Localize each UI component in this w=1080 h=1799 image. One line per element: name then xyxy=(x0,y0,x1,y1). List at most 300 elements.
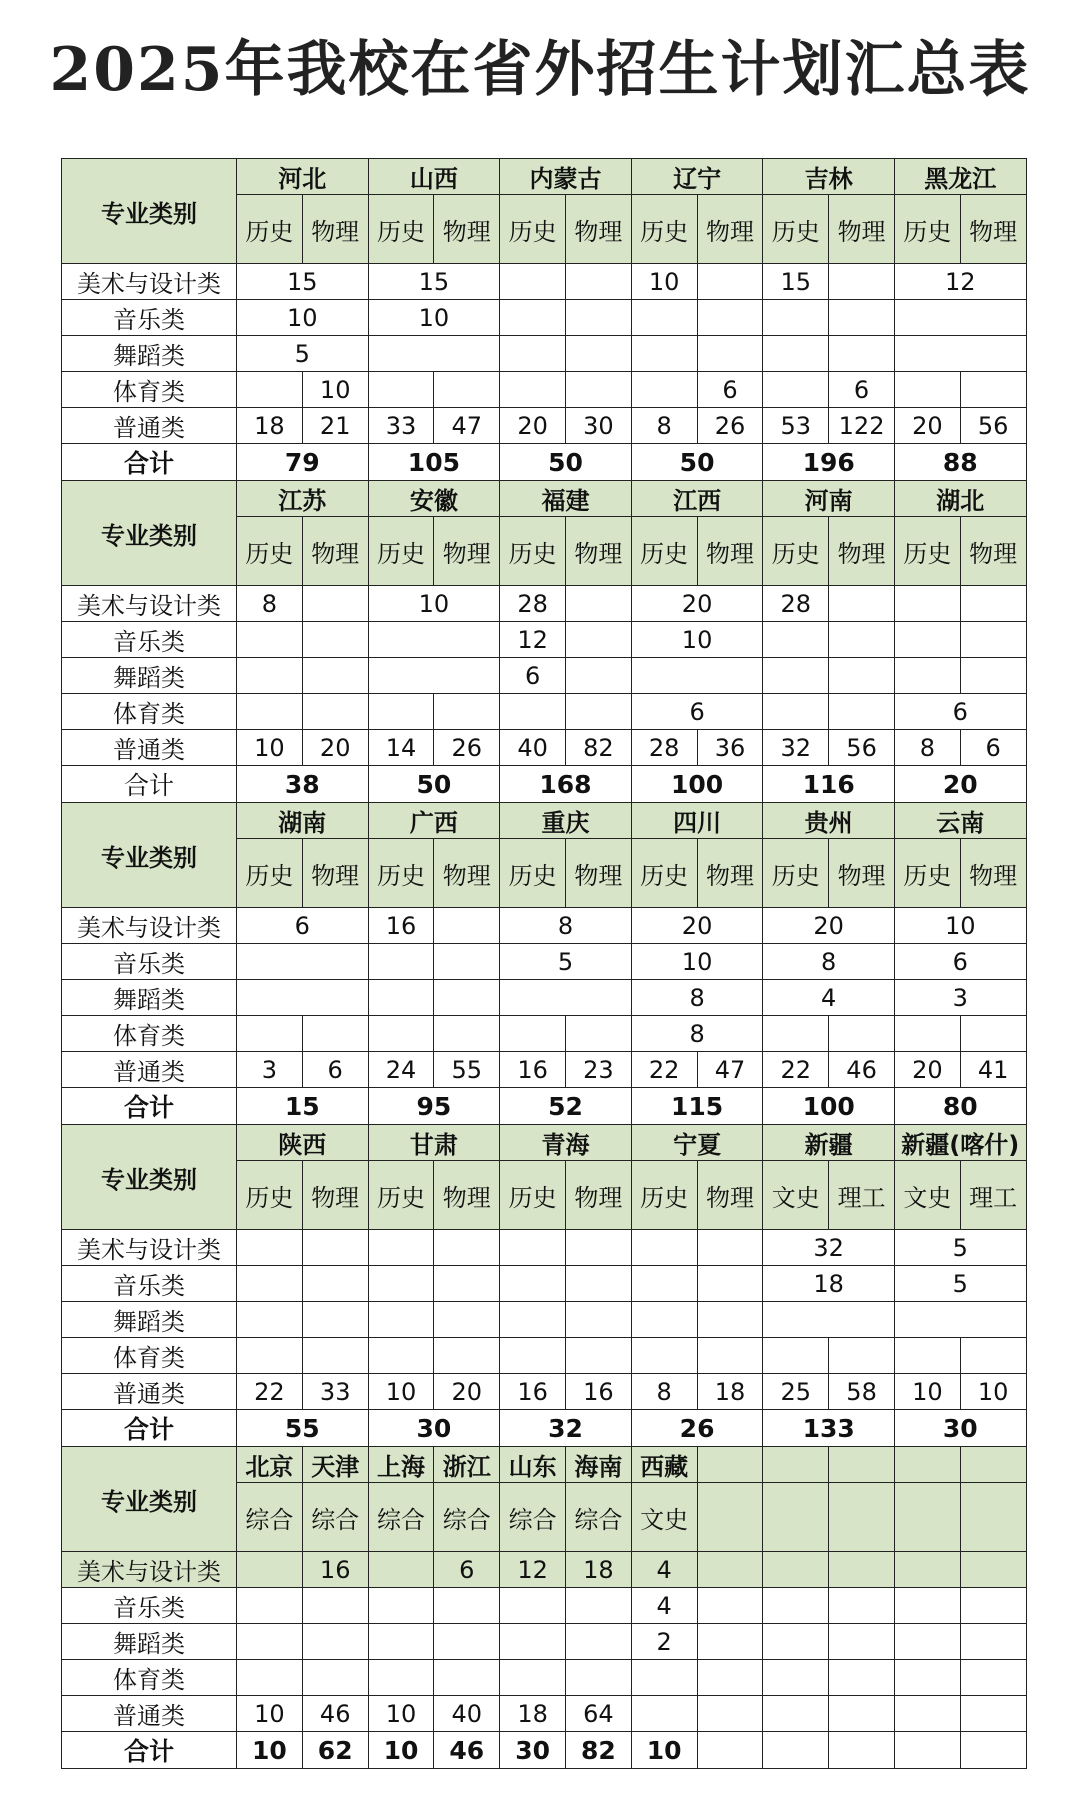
category-label: 体育类 xyxy=(62,1660,237,1696)
plan-value: 40 xyxy=(500,730,566,766)
plan-value xyxy=(697,1338,763,1374)
subject-label: 物理 xyxy=(960,195,1026,264)
category-header: 专业类别 xyxy=(62,803,237,908)
province-name: 河南 xyxy=(763,481,895,517)
subject-label: 历史 xyxy=(631,195,697,264)
plan-value xyxy=(894,1338,960,1374)
plan-value xyxy=(565,622,631,658)
plan-value xyxy=(829,586,895,622)
plan-value xyxy=(368,1624,434,1660)
plan-value xyxy=(302,1230,368,1266)
province-name: 广西 xyxy=(368,803,500,839)
total-value: 88 xyxy=(894,444,1026,481)
plan-value: 82 xyxy=(565,730,631,766)
plan-value xyxy=(894,586,960,622)
plan-value: 20 xyxy=(302,730,368,766)
plan-value: 14 xyxy=(368,730,434,766)
plan-value: 10 xyxy=(302,372,368,408)
province-name: 西藏 xyxy=(631,1447,697,1483)
subject-label: 历史 xyxy=(631,839,697,908)
empty-cell xyxy=(960,1588,1026,1624)
plan-value xyxy=(368,658,500,694)
plan-value xyxy=(500,980,632,1016)
subject-label: 历史 xyxy=(763,517,829,586)
subject-label: 理工 xyxy=(829,1161,895,1230)
empty-cell xyxy=(697,1552,763,1588)
plan-value xyxy=(434,1302,500,1338)
subject-label: 综合 xyxy=(500,1483,566,1552)
subject-label: 文史 xyxy=(631,1483,697,1552)
province-name: 青海 xyxy=(500,1125,632,1161)
plan-value: 8 xyxy=(894,730,960,766)
plan-value xyxy=(631,1660,697,1696)
category-label: 美术与设计类 xyxy=(62,1552,237,1588)
category-row xyxy=(62,694,1027,730)
province-name: 上海 xyxy=(368,1447,434,1483)
plan-value xyxy=(434,1660,500,1696)
category-label: 美术与设计类 xyxy=(62,264,237,300)
plan-value: 10 xyxy=(894,908,1026,944)
empty-header-cell xyxy=(829,1447,895,1483)
plan-value xyxy=(500,264,566,300)
plan-value: 10 xyxy=(368,1696,434,1732)
province-name: 四川 xyxy=(631,803,763,839)
province-name: 新疆 xyxy=(763,1125,895,1161)
plan-value xyxy=(829,1338,895,1374)
plan-value xyxy=(565,1624,631,1660)
empty-header-cell xyxy=(829,1483,895,1552)
province-name: 湖北 xyxy=(894,481,1026,517)
subject-label: 物理 xyxy=(302,1161,368,1230)
plan-value xyxy=(763,658,829,694)
subject-label: 物理 xyxy=(565,839,631,908)
plan-value: 8 xyxy=(631,1374,697,1410)
plan-value xyxy=(302,1338,368,1374)
plan-value xyxy=(565,336,631,372)
plan-value xyxy=(237,622,303,658)
plan-value: 10 xyxy=(368,1374,434,1410)
plan-value: 18 xyxy=(237,408,303,444)
plan-value: 20 xyxy=(894,1052,960,1088)
plan-value xyxy=(434,908,500,944)
total-value: 10 xyxy=(631,1732,697,1769)
plan-value xyxy=(894,336,1026,372)
category-header: 专业类别 xyxy=(62,481,237,586)
plan-value: 26 xyxy=(434,730,500,766)
subject-label: 物理 xyxy=(829,195,895,264)
plan-value: 8 xyxy=(500,908,632,944)
plan-value: 8 xyxy=(631,408,697,444)
province-name: 海南 xyxy=(565,1447,631,1483)
plan-value: 21 xyxy=(302,408,368,444)
province-name: 北京 xyxy=(237,1447,303,1483)
province-name: 山东 xyxy=(500,1447,566,1483)
plan-value xyxy=(302,694,368,730)
plan-value: 15 xyxy=(237,264,369,300)
category-row xyxy=(62,1696,1027,1732)
category-row xyxy=(62,980,1027,1016)
plan-value xyxy=(697,336,763,372)
plan-value xyxy=(302,1016,368,1052)
plan-value xyxy=(565,372,631,408)
category-label: 体育类 xyxy=(62,694,237,730)
empty-cell xyxy=(763,1732,829,1769)
plan-value xyxy=(763,694,829,730)
plan-value: 12 xyxy=(894,264,1026,300)
plan-value xyxy=(829,336,895,372)
subject-label: 历史 xyxy=(500,839,566,908)
plan-value: 16 xyxy=(368,908,434,944)
total-value: 30 xyxy=(894,1410,1026,1447)
total-value: 32 xyxy=(500,1410,632,1447)
total-value: 10 xyxy=(237,1732,303,1769)
empty-cell xyxy=(829,1624,895,1660)
plan-value xyxy=(500,372,566,408)
empty-cell xyxy=(894,1696,960,1732)
plan-value xyxy=(434,1624,500,1660)
total-value: 116 xyxy=(763,766,895,803)
plan-value: 56 xyxy=(829,730,895,766)
plan-value xyxy=(368,944,434,980)
empty-header-cell xyxy=(697,1447,763,1483)
province-name: 湖南 xyxy=(237,803,369,839)
plan-value: 53 xyxy=(763,408,829,444)
category-label: 音乐类 xyxy=(62,1588,237,1624)
category-row xyxy=(62,336,1027,372)
plan-value xyxy=(894,1302,1026,1338)
total-value: 30 xyxy=(500,1732,566,1769)
empty-cell xyxy=(697,1588,763,1624)
plan-value: 18 xyxy=(565,1552,631,1588)
category-header: 专业类别 xyxy=(62,1447,237,1552)
subject-label: 物理 xyxy=(960,839,1026,908)
plan-value: 10 xyxy=(237,1696,303,1732)
plan-value xyxy=(631,1302,697,1338)
total-row xyxy=(62,1088,1027,1125)
category-row xyxy=(62,1624,1027,1660)
plan-value xyxy=(697,264,763,300)
plan-value: 10 xyxy=(631,944,763,980)
plan-value xyxy=(500,1624,566,1660)
plan-value: 24 xyxy=(368,1052,434,1088)
plan-value: 6 xyxy=(237,908,369,944)
category-header: 专业类别 xyxy=(62,159,237,264)
plan-value xyxy=(960,658,1026,694)
subject-label: 历史 xyxy=(894,517,960,586)
plan-value xyxy=(434,1016,500,1052)
province-name: 贵州 xyxy=(763,803,895,839)
subject-label: 历史 xyxy=(237,195,303,264)
plan-value: 3 xyxy=(894,980,1026,1016)
total-value: 95 xyxy=(368,1088,500,1125)
empty-cell xyxy=(960,1660,1026,1696)
category-row xyxy=(62,944,1027,980)
category-row xyxy=(62,1266,1027,1302)
category-label: 音乐类 xyxy=(62,1266,237,1302)
plan-value xyxy=(368,694,434,730)
total-value: 50 xyxy=(500,444,632,481)
plan-value xyxy=(829,622,895,658)
plan-value: 22 xyxy=(237,1374,303,1410)
plan-value xyxy=(631,1338,697,1374)
plan-value xyxy=(368,336,500,372)
subject-label: 物理 xyxy=(434,517,500,586)
plan-value xyxy=(960,586,1026,622)
plan-value xyxy=(829,658,895,694)
plan-value xyxy=(368,1266,434,1302)
total-value: 50 xyxy=(368,766,500,803)
province-name: 宁夏 xyxy=(631,1125,763,1161)
plan-value: 47 xyxy=(697,1052,763,1088)
plan-value xyxy=(368,1660,434,1696)
empty-cell xyxy=(894,1732,960,1769)
subject-label: 综合 xyxy=(302,1483,368,1552)
plan-value: 28 xyxy=(763,586,829,622)
subject-label: 历史 xyxy=(368,1161,434,1230)
province-name: 山西 xyxy=(368,159,500,195)
empty-header-cell xyxy=(894,1447,960,1483)
empty-cell xyxy=(697,1732,763,1769)
plan-value: 5 xyxy=(894,1230,1026,1266)
plan-value xyxy=(763,1338,829,1374)
plan-value xyxy=(500,336,566,372)
plan-value xyxy=(368,1016,434,1052)
plan-value xyxy=(894,372,960,408)
plan-value: 33 xyxy=(368,408,434,444)
plan-value xyxy=(302,586,368,622)
plan-value xyxy=(500,1338,566,1374)
plan-value xyxy=(500,1230,566,1266)
total-row xyxy=(62,1732,1027,1769)
subject-label: 物理 xyxy=(697,1161,763,1230)
plan-value xyxy=(302,658,368,694)
total-label: 合计 xyxy=(62,1410,237,1447)
plan-value: 6 xyxy=(434,1552,500,1588)
total-value: 30 xyxy=(368,1410,500,1447)
plan-value: 6 xyxy=(500,658,566,694)
subject-label: 历史 xyxy=(631,517,697,586)
subject-label: 历史 xyxy=(237,839,303,908)
plan-value: 6 xyxy=(829,372,895,408)
category-label: 体育类 xyxy=(62,1016,237,1052)
empty-header-cell xyxy=(763,1447,829,1483)
empty-cell xyxy=(763,1588,829,1624)
plan-value: 5 xyxy=(237,336,369,372)
total-value: 105 xyxy=(368,444,500,481)
plan-value xyxy=(960,1016,1026,1052)
plan-value xyxy=(763,622,829,658)
subject-label: 物理 xyxy=(829,839,895,908)
plan-value xyxy=(237,1660,303,1696)
plan-value xyxy=(368,1230,434,1266)
plan-value xyxy=(500,1302,566,1338)
plan-value xyxy=(500,1266,566,1302)
plan-value: 6 xyxy=(631,694,763,730)
category-label: 体育类 xyxy=(62,1338,237,1374)
plan-value: 47 xyxy=(434,408,500,444)
plan-value xyxy=(237,1230,303,1266)
total-row xyxy=(62,766,1027,803)
category-label: 美术与设计类 xyxy=(62,1230,237,1266)
plan-value xyxy=(960,372,1026,408)
plan-value xyxy=(829,694,895,730)
empty-cell xyxy=(960,1696,1026,1732)
plan-value xyxy=(763,372,829,408)
plan-value xyxy=(237,1624,303,1660)
category-label: 美术与设计类 xyxy=(62,908,237,944)
plan-value: 58 xyxy=(829,1374,895,1410)
plan-value: 6 xyxy=(894,944,1026,980)
subject-label: 历史 xyxy=(500,517,566,586)
plan-value xyxy=(302,1624,368,1660)
plan-value xyxy=(829,300,895,336)
plan-value xyxy=(894,300,1026,336)
plan-value: 122 xyxy=(829,408,895,444)
plan-value xyxy=(434,1588,500,1624)
plan-value: 10 xyxy=(368,586,500,622)
subject-label: 物理 xyxy=(434,1161,500,1230)
total-value: 26 xyxy=(631,1410,763,1447)
subject-label: 历史 xyxy=(237,1161,303,1230)
empty-header-cell xyxy=(960,1483,1026,1552)
subject-label: 综合 xyxy=(565,1483,631,1552)
plan-value: 56 xyxy=(960,408,1026,444)
plan-value xyxy=(565,1016,631,1052)
plan-value: 16 xyxy=(500,1374,566,1410)
plan-value xyxy=(565,1660,631,1696)
plan-value: 30 xyxy=(565,408,631,444)
plan-value xyxy=(697,300,763,336)
plan-value xyxy=(565,1588,631,1624)
subject-label: 历史 xyxy=(894,195,960,264)
empty-cell xyxy=(829,1696,895,1732)
plan-value: 20 xyxy=(631,908,763,944)
plan-value xyxy=(631,1266,697,1302)
total-value: 196 xyxy=(763,444,895,481)
total-label: 合计 xyxy=(62,1088,237,1125)
total-label: 合计 xyxy=(62,766,237,803)
plan-value xyxy=(631,1696,697,1732)
plan-value xyxy=(237,944,369,980)
subject-label: 历史 xyxy=(368,195,434,264)
plan-value: 18 xyxy=(697,1374,763,1410)
plan-value: 12 xyxy=(500,622,566,658)
plan-value xyxy=(237,658,303,694)
plan-value xyxy=(302,1660,368,1696)
plan-value xyxy=(697,1302,763,1338)
plan-value: 22 xyxy=(631,1052,697,1088)
plan-value xyxy=(500,1016,566,1052)
plan-value: 10 xyxy=(237,300,369,336)
empty-cell xyxy=(763,1624,829,1660)
plan-value xyxy=(368,1588,434,1624)
plan-value: 2 xyxy=(631,1624,697,1660)
plan-value: 6 xyxy=(697,372,763,408)
province-name: 河北 xyxy=(237,159,369,195)
plan-value: 40 xyxy=(434,1696,500,1732)
empty-cell xyxy=(763,1552,829,1588)
subject-label: 历史 xyxy=(500,195,566,264)
plan-value xyxy=(500,1588,566,1624)
plan-value: 28 xyxy=(500,586,566,622)
total-row xyxy=(62,444,1027,481)
plan-value: 20 xyxy=(434,1374,500,1410)
empty-cell xyxy=(894,1552,960,1588)
province-header-row xyxy=(62,1447,1027,1483)
plan-value xyxy=(302,1302,368,1338)
plan-value: 4 xyxy=(631,1552,697,1588)
enrollment-plan-table xyxy=(61,158,1027,1769)
subject-label: 综合 xyxy=(434,1483,500,1552)
plan-value xyxy=(368,980,434,1016)
plan-value: 55 xyxy=(434,1052,500,1088)
province-name: 新疆(喀什) xyxy=(894,1125,1026,1161)
plan-value: 18 xyxy=(763,1266,895,1302)
plan-value: 8 xyxy=(237,586,303,622)
category-row xyxy=(62,622,1027,658)
plan-value: 8 xyxy=(763,944,895,980)
empty-cell xyxy=(829,1660,895,1696)
empty-cell xyxy=(894,1660,960,1696)
empty-cell xyxy=(960,1732,1026,1769)
plan-value: 15 xyxy=(763,264,829,300)
total-value: 133 xyxy=(763,1410,895,1447)
plan-value: 10 xyxy=(960,1374,1026,1410)
province-header-row xyxy=(62,803,1027,839)
total-value: 168 xyxy=(500,766,632,803)
plan-value: 5 xyxy=(894,1266,1026,1302)
subject-label: 理工 xyxy=(960,1161,1026,1230)
plan-value xyxy=(631,658,763,694)
plan-value xyxy=(565,264,631,300)
province-name: 重庆 xyxy=(500,803,632,839)
plan-value xyxy=(763,336,829,372)
plan-value: 32 xyxy=(763,1230,895,1266)
plan-value: 6 xyxy=(960,730,1026,766)
category-label: 普通类 xyxy=(62,1052,237,1088)
category-label: 普通类 xyxy=(62,408,237,444)
plan-value: 36 xyxy=(697,730,763,766)
subject-label: 历史 xyxy=(763,195,829,264)
plan-value: 10 xyxy=(237,730,303,766)
plan-value xyxy=(434,980,500,1016)
category-row xyxy=(62,1374,1027,1410)
plan-value xyxy=(368,1302,434,1338)
category-label: 舞蹈类 xyxy=(62,658,237,694)
category-row xyxy=(62,300,1027,336)
plan-value: 16 xyxy=(302,1552,368,1588)
plan-value xyxy=(434,1266,500,1302)
province-name: 云南 xyxy=(894,803,1026,839)
plan-value: 3 xyxy=(237,1052,303,1088)
plan-value: 32 xyxy=(763,730,829,766)
province-name: 吉林 xyxy=(763,159,895,195)
plan-value: 5 xyxy=(500,944,632,980)
empty-header-cell xyxy=(697,1483,763,1552)
plan-value xyxy=(565,658,631,694)
plan-value xyxy=(631,1230,697,1266)
category-row xyxy=(62,908,1027,944)
category-label: 美术与设计类 xyxy=(62,586,237,622)
plan-value xyxy=(237,1588,303,1624)
total-value: 38 xyxy=(237,766,369,803)
plan-value xyxy=(960,1338,1026,1374)
category-row xyxy=(62,408,1027,444)
category-label: 音乐类 xyxy=(62,622,237,658)
subject-label: 历史 xyxy=(237,517,303,586)
empty-header-cell xyxy=(960,1447,1026,1483)
plan-value xyxy=(631,300,697,336)
